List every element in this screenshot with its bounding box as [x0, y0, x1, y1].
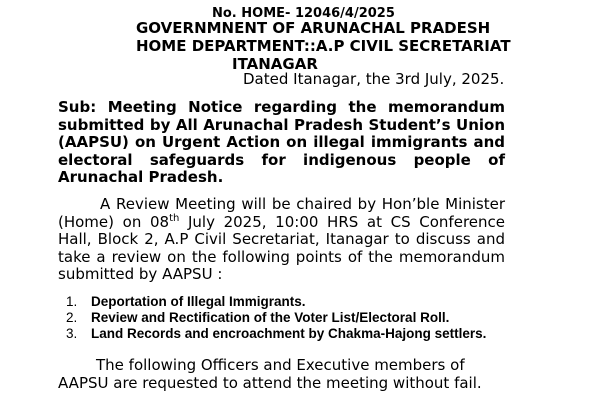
list-item	[66, 326, 506, 342]
reference-number: No. HOME- 12046/4/2025	[212, 6, 395, 21]
list-item-number: 1.	[66, 294, 78, 309]
memorandum-points-list	[66, 294, 506, 342]
department-heading: HOME DEPARTMENT::A.P CIVIL SECRETARIAT	[136, 37, 511, 55]
government-heading: GOVERNMNENT OF ARUNACHAL PRADESH	[136, 19, 491, 37]
list-item-text: Review and Rectification of the Voter List/Electoral Roll.	[91, 310, 450, 325]
closing-paragraph: The following Officers and Executive members of AAPSU are requested to attend the meeting without fail.	[58, 356, 482, 392]
body-text-before-date: A Review Meeting will be chaired by Hon’ble Minister (Home) on 08	[58, 195, 505, 231]
list-item-number: 2.	[66, 310, 78, 325]
city-heading: ITANAGAR	[232, 55, 318, 73]
list-item	[66, 294, 506, 310]
date-line: Dated Itanagar, the 3rd July, 2025.	[243, 70, 505, 88]
list-item-text: Deportation of Illegal Immigrants.	[91, 294, 306, 309]
subject-paragraph: Sub: Meeting Notice regarding the memorandum submitted by All Arunachal Pradesh Student’s Union (AAPSU) on Urgent Action on illegal immigrants and electoral safeguards for indigenous people of Arunachal Pradesh.	[58, 98, 505, 186]
list-item-text: Land Records and encroachment by Chakma-Hajong settlers.	[91, 326, 487, 341]
list-item-number: 3.	[66, 326, 78, 341]
list-item	[66, 310, 506, 326]
date-superscript: th	[169, 212, 180, 224]
body-text-after-date: July 2025, 10:00 HRS at CS Conference Hall, Block 2, A.P Civil Secretariat, Itanagar to discuss and take a review on the following points of the memorandum submitted by AAPSU :	[58, 212, 505, 283]
body-paragraph	[58, 196, 505, 284]
